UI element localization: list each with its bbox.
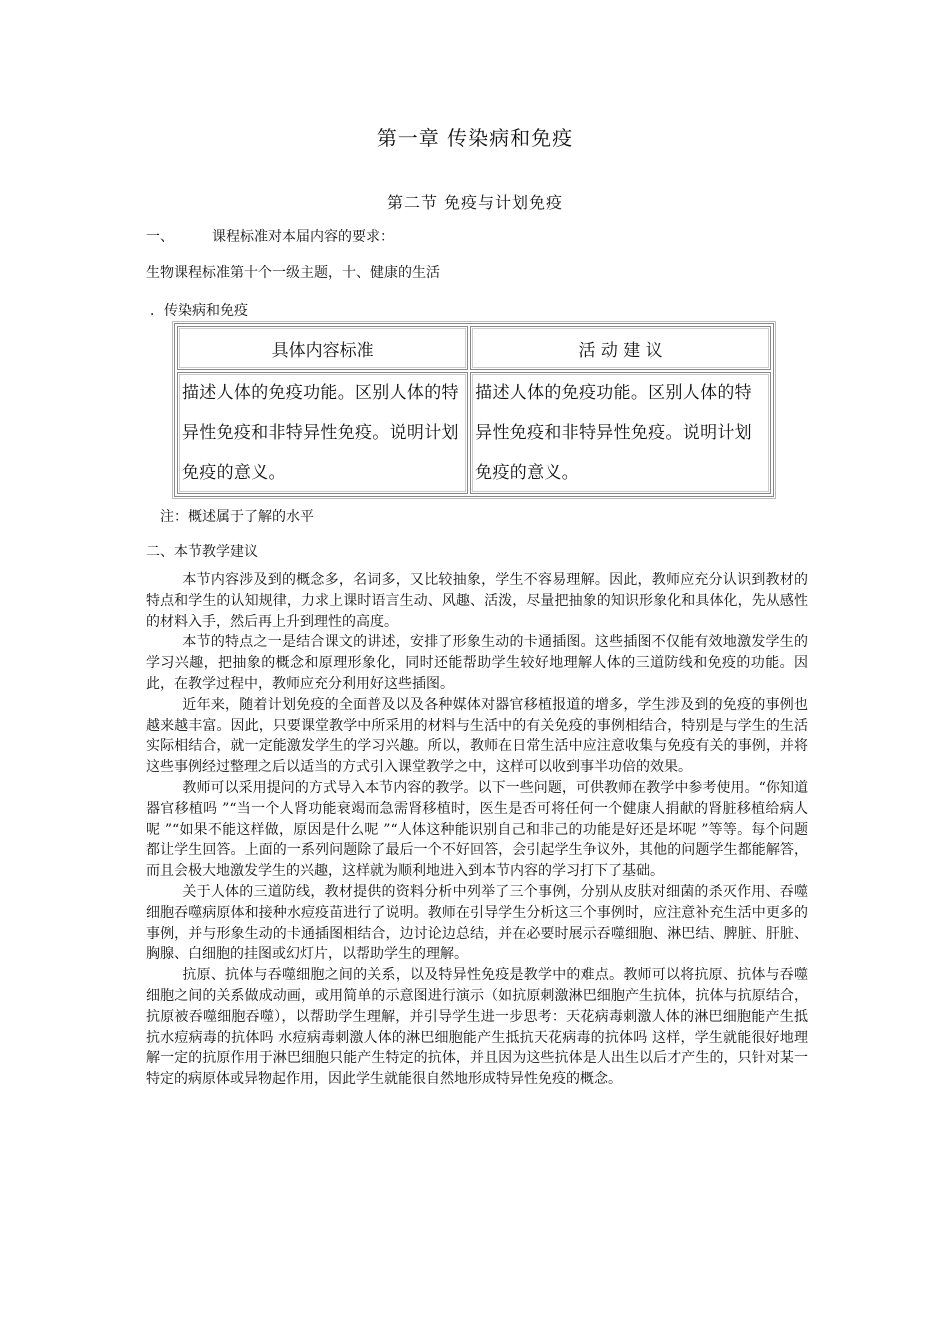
curriculum-standard-line: 生物课程标准第十个一级主题，十、健康的生活 xyxy=(146,265,440,281)
requirements-heading: 课程标准对本届内容的要求： xyxy=(212,229,394,245)
table-header-content-standard: 具体内容标准 xyxy=(177,326,468,370)
topic-line: ．传染病和免疫 xyxy=(150,303,248,319)
table-header-row xyxy=(177,326,771,370)
paragraph: 近年来，随着计划免疫的全面普及以及各种媒体对器官移植报道的增多，学生涉及到的免疫的事例也越来越丰富。因此，只要课堂教学中所采用的材料与生活中的有关免疫的事例相结合，特别是与学生的生活实际相结合，就一定能激发学生的学习兴趣。所以，教师在日常生活中应注意收集与免疫有关的事例，并将这些事例经过整理之后以适当的方式引入课堂教学之中，这样可以收到事半功倍的效果。 xyxy=(146,696,808,776)
teaching-suggestions-body xyxy=(146,570,808,1090)
requirements-number: 一、 xyxy=(146,229,174,245)
table-note: 注：概述属于了解的水平 xyxy=(160,509,314,525)
paragraph: 教师可以采用提问的方式导入本节内容的教学。以下一些问题，可供教师在教学中参考使用。“你知道器官移植吗 ”“当一个人肾功能衰竭而急需肾移植时，医生是否可将任何一个健康人捐献的肾脏移植给病人呢 ”“如果不能这样做，原因是什么呢 ”“人体这种能识别自己和非己的功能是好还是坏呢 ”等等。每个问题都让学生回答。上面的一系列问题除了最后一个不好回答，会引起学生争议外，其他的问题学生都能解答，而且会极大地激发学生的兴趣，这样就为顺利地进入到本节内容的学习打下了基础。 xyxy=(146,779,808,880)
table-cell-activity-suggestion: 描述人体的免疫功能。区别人体的特异性免疫和非特异性免疫。说明计划免疫的意义。 xyxy=(470,372,771,494)
chapter-title: 第一章 传染病和免疫 xyxy=(376,126,574,150)
table-row xyxy=(177,372,771,494)
paragraph: 抗原、抗体与吞噬细胞之间的关系，以及特异性免疫是教学中的难点。教师可以将抗原、抗体与吞噬细胞之间的关系做成动画，或用简单的示意图进行演示（如抗原刺激淋巴细胞产生抗体，抗体与抗原结合，抗原被吞噬细胞吞噬），以帮助学生理解，并引导学生进一步思考：天花病毒刺激人体的淋巴细胞能产生抵抗水痘病毒的抗体吗 水痘病毒刺激人体的淋巴细胞能产生抵抗天花病毒的抗体吗 这样，学生就能很好地理解一定的抗原作用于淋巴细胞只能产生特定的抗体，并且因为这些抗体是人出生以后才产生的，只针对某一特定的病原体或异物起作用，因此学生就能很自然地形成特异性免疫的概念。 xyxy=(146,967,808,1088)
table-cell-content-standard: 描述人体的免疫功能。区别人体的特异性免疫和非特异性免疫。说明计划免疫的意义。 xyxy=(177,372,468,494)
paragraph: 本节的特点之一是结合课文的讲述，安排了形象生动的卡通插图。这些插图不仅能有效地激发学生的学习兴趣，把抽象的概念和原理形象化，同时还能帮助学生较好地理解人体的三道防线和免疫的功能。因此，在教学过程中，教师应充分利用好这些插图。 xyxy=(146,634,808,692)
section-title: 第二节 免疫与计划免疫 xyxy=(386,193,564,212)
standards-table xyxy=(174,323,774,497)
paragraph: 本节内容涉及到的概念多，名词多，又比较抽象，学生不容易理解。因此，教师应充分认识到教材的特点和学生的认知规律，力求上课时语言生动、风趣、活泼，尽量把抽象的知识形象化和具体化，先从感性的材料入手，然后再上升到理性的高度。 xyxy=(146,572,808,630)
paragraph: 关于人体的三道防线，教材提供的资料分析中列举了三个事例，分别从皮肤对细菌的杀灭作用、吞噬细胞吞噬病原体和接种水痘疫苗进行了说明。教师在引导学生分析这三个事例时，应注意补充生活中更多的事例，并与形象生动的卡通插图相结合，边讨论边总结，并在必要时展示吞噬细胞、淋巴结、脾脏、肝脏、胸腺、白细胞的挂图或幻灯片，以帮助学生的理解。 xyxy=(146,883,808,963)
section2-heading: 二、本节教学建议 xyxy=(146,544,258,560)
table-header-activity-suggestion: 活 动 建 议 xyxy=(470,326,771,370)
